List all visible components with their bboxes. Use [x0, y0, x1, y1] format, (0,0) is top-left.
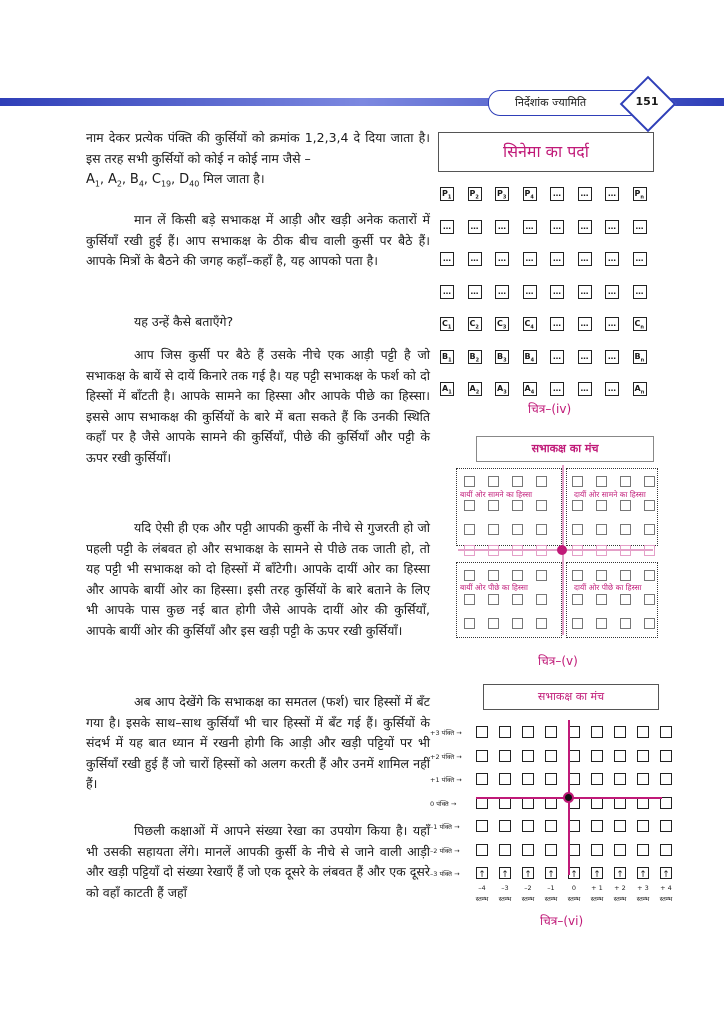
seat [572, 476, 583, 487]
seat: … [523, 252, 537, 266]
seat: … [523, 220, 537, 234]
paragraph-1-text: नाम देकर प्रत्येक पंक्ति की कुर्सियों को क्रमांक 1,2,3,4 दे दिया जाता है। इस तरह सभी कुर्सियों को कोई न कोई नाम जैसे – [86, 130, 430, 166]
seat: … [605, 187, 619, 201]
seat [512, 500, 523, 511]
column-arrow: ↑ [593, 870, 601, 880]
seat [596, 570, 607, 581]
row-label: +2 पंक्ति → [430, 752, 462, 761]
seat: $P_1$ [440, 187, 454, 201]
column-arrow: ↑ [524, 870, 532, 880]
column-arrow: ↑ [570, 870, 578, 880]
seat: $C_2$ [468, 317, 482, 331]
seat: $B_n$ [633, 350, 647, 364]
label-front-right: दायीं ओर सामने का हिस्सा [574, 490, 646, 499]
seat [488, 500, 499, 511]
seat [596, 524, 607, 535]
seat [637, 844, 649, 856]
seat: $A_4$ [523, 382, 537, 396]
column-word: स्तम्भ [613, 895, 627, 903]
column-label: 0 [571, 884, 577, 892]
seat [572, 524, 583, 535]
seat-name-example: $D_{40}$ [179, 172, 200, 189]
seat: $P_2$ [468, 187, 482, 201]
paragraph-4: आप जिस कुर्सी पर बैठे हैं उसके नीचे एक आड़ी पट्टी है जो सभाकक्ष के बायें से दायें किनारे तक गई है। यह पट्टी सभाकक्ष के फर्श को दो हिस्सों में बाँटती है। आपके सामने का हिस्सा और आपके पीछे का हिस्सा। इससे आप सभाकक्ष की कुर्सियों के बारे में बता सकते हैं कि उनकी स्थिति कहाँ पर है जैसे आपके सामने की कुर्सियाँ, पीछे की कुर्सियाँ और पट्टी के ऊपर रखी कुर्सियाँ। [86, 347, 430, 465]
seat-name-example: $A_2$ [107, 172, 122, 189]
seat [591, 726, 603, 738]
seat: … [495, 252, 509, 266]
seat: … [440, 285, 454, 299]
seat [614, 750, 626, 762]
seat [512, 570, 523, 581]
seat: $P_n$ [633, 187, 647, 201]
seat [476, 773, 488, 785]
seat [660, 773, 672, 785]
seat [499, 820, 511, 832]
seat: $C_3$ [495, 317, 509, 331]
column-arrow: ↑ [639, 870, 647, 880]
label-back-left: बायीं ओर पीछे का हिस्सा [460, 583, 528, 592]
seat: … [605, 220, 619, 234]
seat [536, 570, 547, 581]
seat [637, 750, 649, 762]
seat-name-example: $A_1$ [86, 172, 100, 189]
seat [512, 476, 523, 487]
seat: … [495, 220, 509, 234]
label-front-left: बायीं ओर सामने का हिस्सा [460, 490, 533, 499]
seat [660, 844, 672, 856]
seat: $A_3$ [495, 382, 509, 396]
seat: … [578, 285, 592, 299]
seat [464, 524, 475, 535]
seat: … [578, 187, 592, 201]
column-label: + 2 [614, 884, 626, 892]
seat [545, 844, 557, 856]
seat [536, 500, 547, 511]
page-number: 151 [635, 95, 659, 108]
seat [596, 618, 607, 629]
seat [614, 844, 626, 856]
seat: … [440, 252, 454, 266]
seat [596, 476, 607, 487]
column-label: –1 [547, 884, 555, 892]
column-word: स्तम्भ [544, 895, 558, 903]
row-label: +3 पंक्ति → [430, 729, 462, 737]
paragraph-5: यदि ऐसी ही एक और पट्टी आपकी कुर्सी के नीचे से गुजरती हो जो पहली पट्टी के लंबवत हो और सभाकक्ष के सामने से पीछे तक जाती हो, तो यह पट्टी भी सभाकक्ष को दो हिस्सों में बाँटेगी। आपके दायीं ओर का हिस्सा और आपके बायीं ओर का हिस्सा। इसी तरह कुर्सियों के बारे बताने के लिए भी आपके पास कुछ नई बात होगी जैसे आपके दायीं ओर की कुर्सियाँ, आपके बायीं ओर की कुर्सियाँ और इस खड़ी पट्टी के ऊपर रखी कुर्सियाँ। [86, 520, 430, 638]
seat: $A_2$ [468, 382, 482, 396]
seat: … [550, 252, 564, 266]
seat [488, 524, 499, 535]
seat [591, 773, 603, 785]
seat: … [633, 220, 647, 234]
seat [512, 594, 523, 605]
seat [644, 476, 655, 487]
seat [536, 594, 547, 605]
seat [644, 500, 655, 511]
seat [545, 750, 557, 762]
seat [620, 570, 631, 581]
seat [476, 844, 488, 856]
seat [488, 570, 499, 581]
seat [536, 476, 547, 487]
seat [620, 476, 631, 487]
column-arrow: ↑ [662, 870, 670, 880]
seat: $B_1$ [440, 350, 454, 364]
seat-name-example: $B_4$ [129, 172, 144, 189]
seat [464, 570, 475, 581]
seat [545, 773, 557, 785]
seat: … [468, 285, 482, 299]
seat [660, 726, 672, 738]
seat [522, 773, 534, 785]
seat [572, 618, 583, 629]
seat: $A_1$ [440, 382, 454, 396]
column-word: स्तम्भ [498, 895, 512, 903]
seat [488, 594, 499, 605]
seat: … [578, 382, 592, 396]
seat: … [605, 252, 619, 266]
row-label: –3 पंक्ति → [430, 870, 460, 878]
column-word: स्तम्भ [636, 895, 650, 903]
seat: $B_4$ [523, 350, 537, 364]
seat [464, 476, 475, 487]
column-word: स्तम्भ [567, 895, 581, 903]
seat [637, 820, 649, 832]
paragraph-1-end: मिल जाता है। [203, 171, 265, 187]
origin-seat-marker-fig6 [563, 792, 574, 803]
seat [499, 750, 511, 762]
seat [545, 726, 557, 738]
seat [476, 750, 488, 762]
seat [536, 618, 547, 629]
seat [620, 618, 631, 629]
seat [522, 726, 534, 738]
column-arrow: ↑ [616, 870, 624, 880]
seat: … [605, 285, 619, 299]
seat: … [468, 220, 482, 234]
seat: … [605, 317, 619, 331]
seat [476, 820, 488, 832]
column-label: + 1 [591, 884, 603, 892]
seat [464, 500, 475, 511]
seat [660, 750, 672, 762]
seat [572, 500, 583, 511]
column-label: + 4 [660, 884, 672, 892]
seat [488, 476, 499, 487]
cinema-screen: सिनेमा का पर्दा [438, 132, 654, 172]
paragraph-3: यह उन्हें कैसे बताएँगे? [134, 314, 234, 329]
seat [644, 618, 655, 629]
row-label: –1 पंक्ति → [430, 823, 460, 831]
column-label: –4 [478, 884, 486, 892]
seat: … [550, 187, 564, 201]
seat [596, 500, 607, 511]
seat [572, 570, 583, 581]
seat: … [578, 220, 592, 234]
paragraph-2: मान लें किसी बड़े सभाकक्ष में आड़ी और खड़ी अनेक कतारों में कुर्सियाँ रखी हुई हैं। आप सभाकक्ष के ठीक बीच वाली कुर्सी पर बैठे हैं। आपके मित्रों के बैठने की जगह कहाँ–कहाँ है, यह आपको पता है। [86, 212, 430, 269]
seat [464, 618, 475, 629]
column-word: स्तम्भ [590, 895, 604, 903]
seat: … [468, 252, 482, 266]
your-seat-marker-fig5 [557, 545, 567, 555]
seat [522, 844, 534, 856]
seat: … [605, 350, 619, 364]
seat [620, 524, 631, 535]
seat: … [633, 252, 647, 266]
seat [644, 594, 655, 605]
seat [637, 726, 649, 738]
seat [499, 844, 511, 856]
seat: … [550, 317, 564, 331]
caption-fig4: चित्र–(iv) [528, 402, 572, 416]
seat: … [440, 220, 454, 234]
column-label: –3 [501, 884, 509, 892]
seat [591, 844, 603, 856]
stage-fig5: सभाकक्ष का मंच [476, 436, 654, 462]
seat: … [550, 285, 564, 299]
seat: $C_n$ [633, 317, 647, 331]
seat [545, 820, 557, 832]
seat: … [550, 382, 564, 396]
seat: … [550, 220, 564, 234]
column-label: + 3 [637, 884, 649, 892]
seat: … [578, 350, 592, 364]
seat [464, 594, 475, 605]
seat [572, 594, 583, 605]
seat: $P_3$ [495, 187, 509, 201]
seat: … [633, 285, 647, 299]
seat [614, 773, 626, 785]
seat [644, 570, 655, 581]
seat [522, 750, 534, 762]
seat [620, 500, 631, 511]
row-label: 0 पंक्ति → [430, 799, 457, 808]
column-arrow: ↑ [547, 870, 555, 880]
row-label: –2 पंक्ति → [430, 846, 460, 855]
seat [499, 773, 511, 785]
seat: … [523, 285, 537, 299]
column-arrow: ↑ [478, 870, 486, 880]
seat [591, 750, 603, 762]
seat-name-example: $C_{19}$ [151, 172, 172, 189]
seat [512, 524, 523, 535]
column-label: –2 [524, 884, 532, 892]
seat: … [578, 252, 592, 266]
seat [614, 726, 626, 738]
seat [476, 726, 488, 738]
seat [512, 618, 523, 629]
seat [620, 594, 631, 605]
seat: … [550, 350, 564, 364]
stage-fig6: सभाकक्ष का मंच [483, 684, 659, 710]
paragraph-6: अब आप देखेंगे कि सभाकक्ष का समतल (फर्श) चार हिस्सों में बँट गया है। इसके साथ–साथ कुर्सियाँ भी चार हिस्सों में बँट गई हैं। कुर्सियों के संदर्भ में यह बात ध्यान में रखनी होगी कि आड़ी और खड़ी पट्टियों पर भी कुर्सियाँ रखी हुई हैं जो चारों हिस्सों को अलग करती हैं और उनमें शामिल नहीं हैं। [86, 694, 430, 792]
paragraph-1 [86, 128, 430, 195]
label-back-right: दायीं ओर पीछे का हिस्सा [574, 583, 642, 592]
seat [536, 524, 547, 535]
seat [522, 820, 534, 832]
row-label: +1 पंक्ति → [430, 776, 462, 784]
column-word: स्तम्भ [659, 895, 673, 903]
caption-fig6: चित्र–(vi) [540, 914, 584, 928]
seat [499, 726, 511, 738]
seat: … [495, 285, 509, 299]
seat [660, 820, 672, 832]
seat: $A_n$ [633, 382, 647, 396]
seat [488, 618, 499, 629]
chapter-title: निर्देशांक ज्यामिति [488, 90, 638, 116]
seat [637, 773, 649, 785]
column-word: स्तम्भ [521, 895, 535, 903]
seat [591, 820, 603, 832]
seat: $B_3$ [495, 350, 509, 364]
seat: $P_4$ [523, 187, 537, 201]
column-arrow: ↑ [501, 870, 509, 880]
column-word: स्तम्भ [475, 895, 489, 903]
horizontal-strip-fig5 [458, 549, 653, 551]
caption-fig5: चित्र–(v) [538, 654, 578, 668]
seat: $B_2$ [468, 350, 482, 364]
paragraph-7: पिछली कक्षाओं में आपने संख्या रेखा का उपयोग किया है। यहाँ भी उसकी सहायता लेंगे। मानलें आपकी कुर्सी के नीचे से जाने वाली आड़ी और खड़ी पट्टियाँ दो संख्या रेखाएँ हैं जो एक दूसरे के लंबवत हैं और एक दूसरे को वहाँ काटती हैं जहाँ [86, 823, 430, 900]
seat [644, 524, 655, 535]
seat [596, 594, 607, 605]
seat [614, 820, 626, 832]
seat: $C_1$ [440, 317, 454, 331]
seat-name-examples: $A_1$, $A_2$, $B_4$, $C_{19}$, $D_{40}$ [86, 171, 200, 189]
seat: $C_4$ [523, 317, 537, 331]
seat: … [605, 382, 619, 396]
seat: … [578, 317, 592, 331]
